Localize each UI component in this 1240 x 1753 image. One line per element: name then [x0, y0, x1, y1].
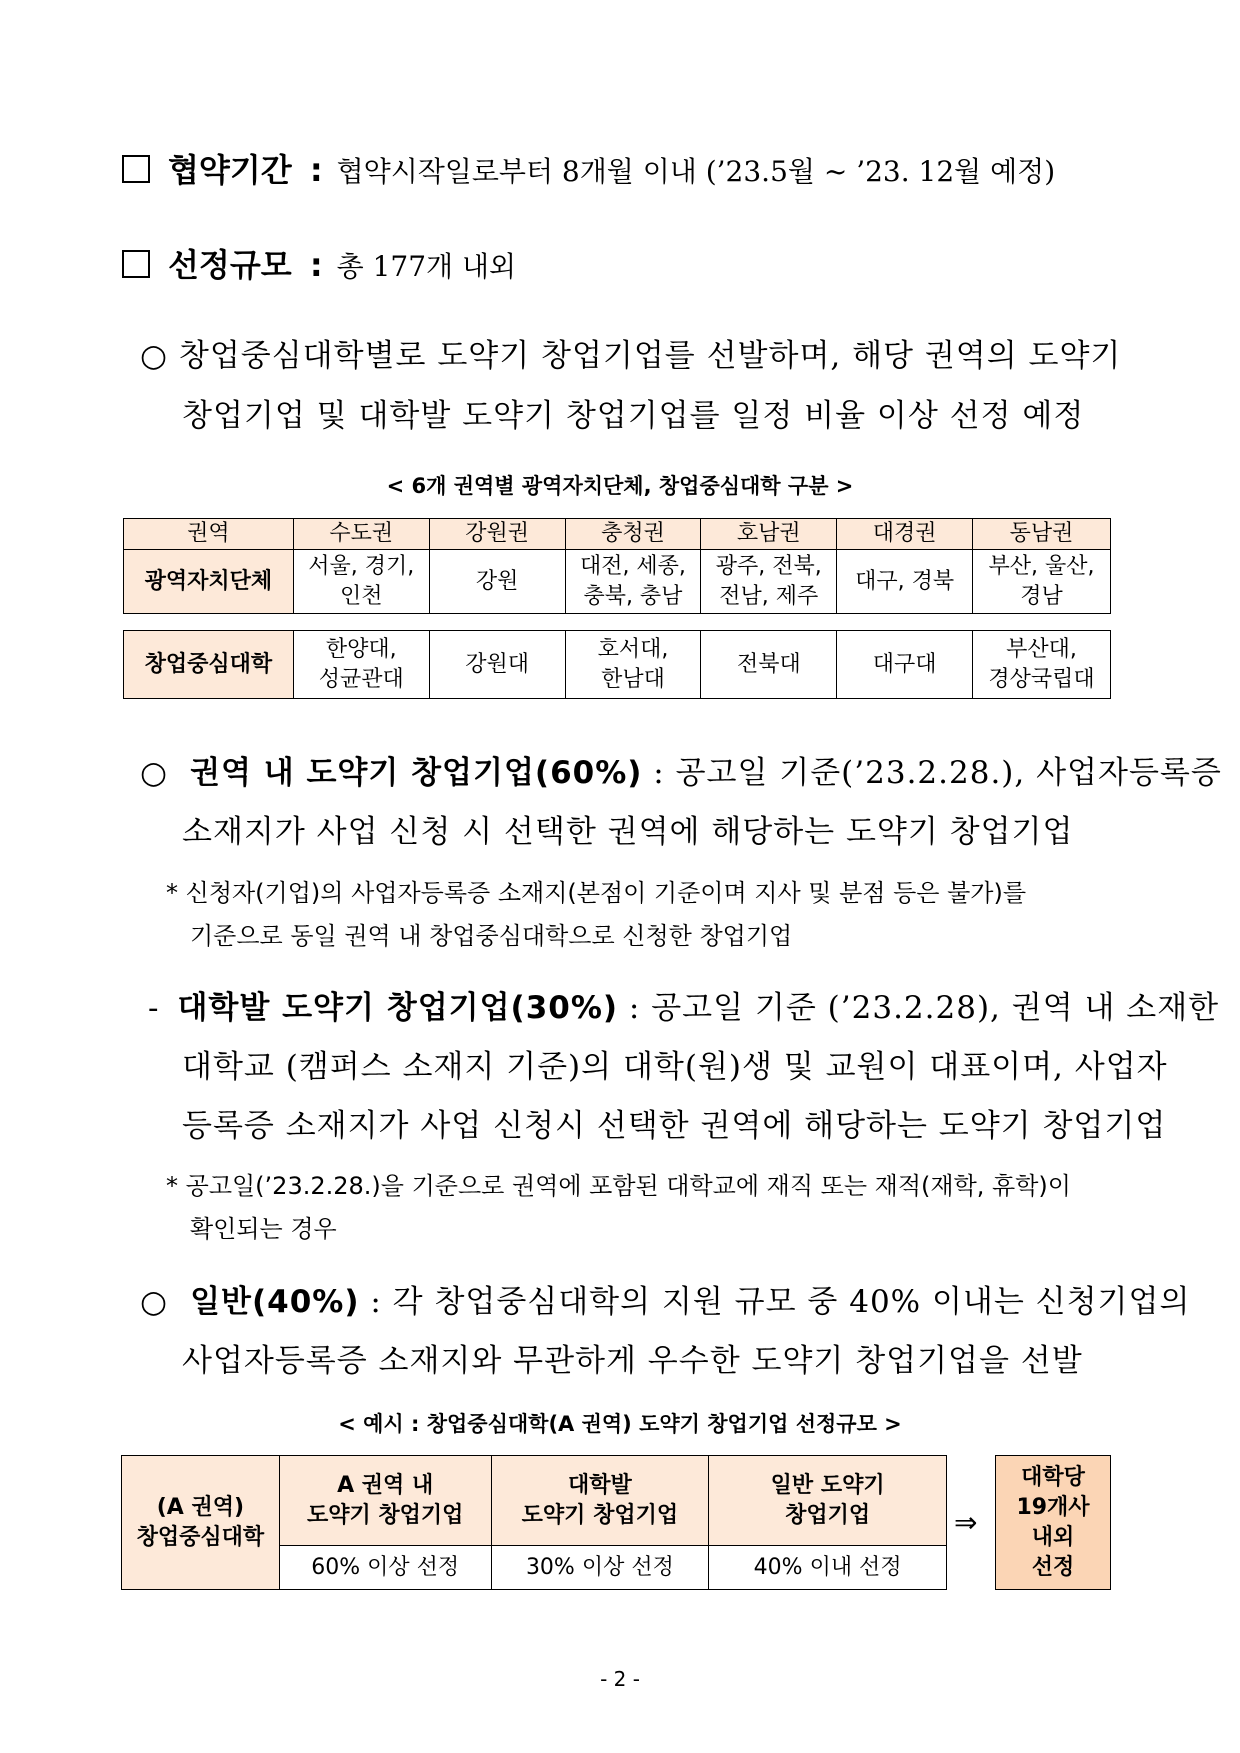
table-row: [124, 631, 1111, 699]
table-cell: 한양대, 성균관대: [293, 631, 429, 699]
section-label: 선정규모: [168, 246, 292, 284]
para4-line2: 사업자등록증 소재지와 무관하게 우수한 도약기 창업기업을 선발: [182, 1343, 1083, 1379]
para3-line1-rest: : 공고일 기준 (’23.2.28), 권역 내 소재한: [618, 990, 1220, 1026]
checkbox-square-icon: [122, 155, 150, 183]
note2-line2: 확인되는 경우: [190, 1215, 337, 1243]
para2-line1: [140, 747, 1222, 792]
para3-line1: [148, 982, 1219, 1027]
header-cell: 강원권: [429, 519, 565, 550]
table-cell: 60% 이상 선정: [279, 1546, 491, 1590]
header-cell: 권역: [124, 519, 294, 550]
row-label: (A 권역) 창업중심대학: [122, 1456, 280, 1590]
para1-line1: ○ 창업중심대학별로 도약기 창업기업를 선발하며, 해당 권역의 도약기: [140, 338, 1122, 374]
table-cell: 대구대: [837, 631, 973, 699]
table-cell: 강원: [429, 550, 565, 614]
bullet: ○: [140, 755, 169, 791]
university-table: [123, 630, 1111, 699]
para3-bold: 대학발 도약기 창업기업(30%): [177, 990, 619, 1026]
table-row: [124, 550, 1111, 614]
table1-caption: < 6개 권역별 광역자치단체, 창업중심대학 구분 >: [386, 474, 854, 498]
header-cell: 충청권: [565, 519, 701, 550]
region-table: [123, 518, 1111, 614]
table-cell: 강원대: [429, 631, 565, 699]
table-cell: 대전, 세종, 충북, 충남: [565, 550, 701, 614]
para2-line2: 소재지가 사업 신청 시 선택한 권역에 해당하는 도약기 창업기업: [182, 814, 1074, 850]
right-arrow-icon: ⇒: [954, 1506, 978, 1539]
row-label: 광역자치단체: [124, 550, 294, 614]
table-row: [122, 1456, 947, 1546]
para3-line3: 등록증 소재지가 사업 신청시 선택한 권역에 해당하는 도약기 창업기업: [182, 1108, 1167, 1144]
para4-bold: 일반(40%): [190, 1284, 360, 1320]
para4-line1: [140, 1276, 1190, 1321]
section-label: 협약기간: [168, 151, 292, 189]
header-cell: 수도권: [293, 519, 429, 550]
checkbox-square-icon: [122, 250, 150, 278]
section-agreement-period: [122, 145, 1055, 191]
result-box: [995, 1455, 1111, 1590]
table-cell: 40% 이내 선정: [709, 1546, 947, 1590]
bullet: ○: [140, 1284, 169, 1320]
header-cell: 동남권: [973, 519, 1111, 550]
section-text: 총 177개 내외: [336, 250, 517, 283]
para2-line1-rest: : 공고일 기준(’23.2.28.), 사업자등록증: [642, 755, 1222, 791]
page-number: - 2 -: [600, 1667, 640, 1691]
table-cell: 전북대: [701, 631, 837, 699]
section-colon: :: [309, 246, 323, 284]
note1-line2: 기준으로 동일 권역 내 창업중심대학으로 신청한 창업기업: [190, 922, 793, 950]
para2-bold: 권역 내 도약기 창업기업(60%): [190, 755, 643, 791]
header-cell: A 권역 내 도약기 창업기업: [279, 1456, 491, 1546]
bullet: -: [148, 990, 160, 1026]
para1-line2: 창업기업 및 대학발 도약기 창업기업를 일정 비율 이상 선정 예정: [182, 398, 1085, 434]
table-cell: 부산대, 경상국립대: [973, 631, 1111, 699]
table-cell: 서울, 경기, 인천: [293, 550, 429, 614]
table-cell: 부산, 울산, 경남: [973, 550, 1111, 614]
section-selection-scale: [122, 240, 516, 286]
table-cell: 광주, 전북, 전남, 제주: [701, 550, 837, 614]
header-cell: 대경권: [837, 519, 973, 550]
table2-caption: < 예시 : 창업중심대학(A 권역) 도약기 창업기업 선정규모 >: [338, 1412, 902, 1436]
header-cell: 호남권: [701, 519, 837, 550]
para3-line2: 대학교 (캠퍼스 소재지 기준)의 대학(원)생 및 교원이 대표이며, 사업자: [182, 1049, 1168, 1085]
region-table-header: [124, 519, 1111, 550]
result-cell: 대학당 19개사 내외 선정: [996, 1456, 1111, 1590]
section-colon: :: [309, 151, 323, 189]
header-cell: 대학발 도약기 창업기업: [491, 1456, 709, 1546]
table-cell: 호서대, 한남대: [565, 631, 701, 699]
table-cell: 30% 이상 선정: [491, 1546, 709, 1590]
example-table: [121, 1455, 947, 1590]
note1-line1: * 신청자(기업)의 사업자등록증 소재지(본점이 기준이며 지사 및 분점 등은 불가)를: [166, 879, 1026, 907]
section-text: 협약시작일로부터 8개월 이내 (’23.5월 ~ ’23. 12월 예정): [336, 155, 1056, 188]
row-label: 창업중심대학: [124, 631, 294, 699]
table-cell: 대구, 경북: [837, 550, 973, 614]
note2-line1: * 공고일(’23.2.28.)을 기준으로 권역에 포함된 대학교에 재직 또는 재적(재학, 휴학)이: [166, 1172, 1071, 1200]
header-cell: 일반 도약기 창업기업: [709, 1456, 947, 1546]
para4-line1-rest: : 각 창업중심대학의 지원 규모 중 40% 이내는 신청기업의: [359, 1284, 1191, 1320]
